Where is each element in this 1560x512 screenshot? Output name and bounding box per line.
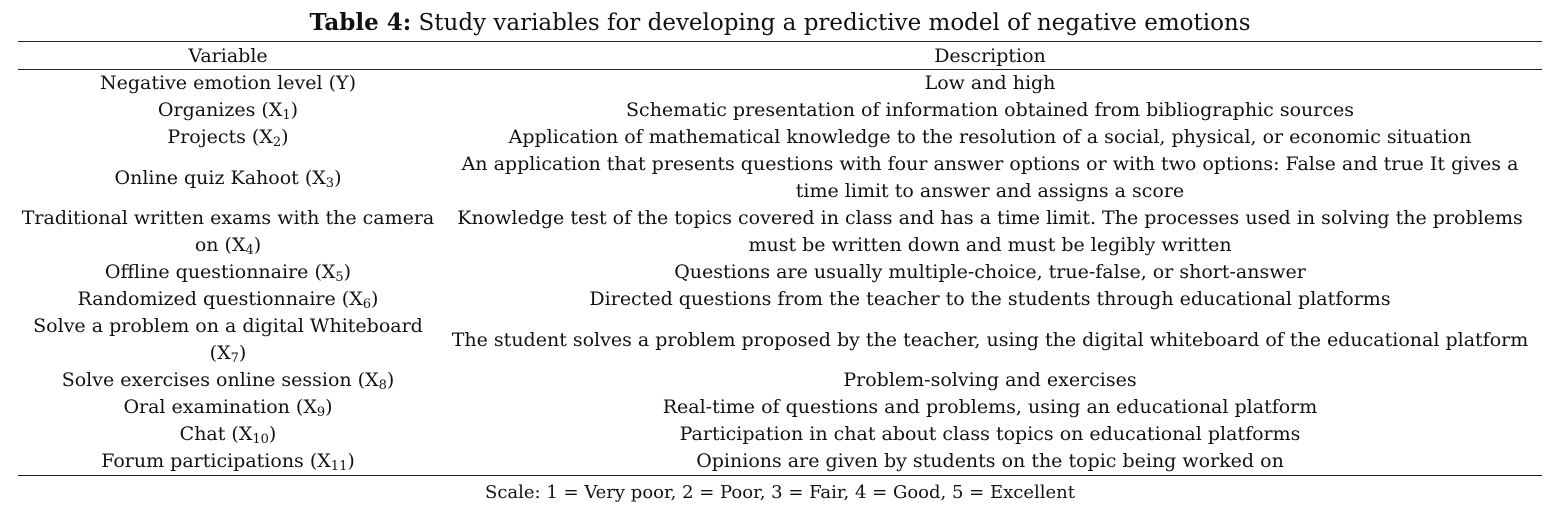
variable-name: Offline questionnaire (X xyxy=(104,261,336,283)
variable-cell xyxy=(18,124,438,151)
variable-subscript: 1 xyxy=(282,108,291,123)
variable-suffix: ) xyxy=(343,261,352,283)
variable-suffix: ) xyxy=(334,166,342,189)
description-cell: Problem-solving and exercises xyxy=(843,369,1137,391)
variable-cell xyxy=(18,151,438,205)
variable-subscript: 7 xyxy=(230,351,239,366)
variable-cell xyxy=(18,205,438,259)
description-cell: Application of mathematical knowledge to the resolution of a social, physical, or economic situation xyxy=(508,126,1472,148)
variable-name: Organizes (X xyxy=(157,99,283,121)
variable-subscript: 8 xyxy=(378,378,387,393)
variable-subscript: 3 xyxy=(325,175,335,191)
variable-suffix: ) xyxy=(238,342,247,364)
variable-name: Traditional written exams with the camera on (X xyxy=(21,207,435,256)
variable-cell xyxy=(18,259,438,286)
table-row xyxy=(18,124,1542,151)
column-header-description: Description xyxy=(438,42,1542,70)
description-cell: Opinions are given by students on the topic being worked on xyxy=(438,448,1542,476)
table-row xyxy=(18,151,1542,205)
table-caption-label: Table 4: xyxy=(309,9,412,36)
variable-name: Projects (X xyxy=(167,126,273,148)
description-cell: Low and high xyxy=(924,72,1056,94)
variable-suffix: ) xyxy=(268,423,277,445)
variable-name: Forum participations (X xyxy=(101,450,331,472)
variable-subscript: 6 xyxy=(362,297,372,312)
variable-name: Solve a problem on a digital Whiteboard (X xyxy=(33,315,423,364)
variable-cell xyxy=(18,313,438,367)
table-header-row xyxy=(18,42,1542,70)
table-row xyxy=(18,205,1542,259)
variable-name: Negative emotion level (Y) xyxy=(100,72,356,94)
table-row xyxy=(18,394,1542,421)
column-header-variable: Variable xyxy=(18,42,438,70)
variable-name: Oral examination (X xyxy=(123,396,317,418)
variable-suffix: ) xyxy=(371,288,379,310)
variable-suffix: ) xyxy=(290,99,299,121)
variable-subscript: 9 xyxy=(316,405,326,420)
variable-cell xyxy=(18,367,438,394)
table-row xyxy=(18,313,1542,367)
variable-name: Solve exercises online session (X xyxy=(61,369,379,391)
description-cell: Questions are usually multiple-choice, true-false, or short-answer xyxy=(674,261,1306,283)
variable-cell xyxy=(18,97,438,124)
variable-suffix: ) xyxy=(325,396,333,418)
variable-subscript: 2 xyxy=(272,135,282,150)
description-cell: Real-time of questions and problems, using an educational platform xyxy=(662,396,1318,418)
variable-subscript: 10 xyxy=(252,432,269,447)
description-cell: Knowledge test of the topics covered in class and has a time limit. The processes used in solving the problems must be written down and must be legibly written xyxy=(457,207,1523,256)
variable-cell xyxy=(18,70,438,98)
variable-subscript: 4 xyxy=(245,243,254,258)
variable-suffix: ) xyxy=(253,234,262,256)
table-caption xyxy=(0,8,1560,38)
description-cell: Schematic presentation of information obtained from bibliographic sources xyxy=(626,99,1354,121)
description-cell: Participation in chat about class topics on educational platforms xyxy=(679,423,1301,445)
description-cell: An application that presents questions with four answer options or with two options: False and true It gives a time limit to answer and assigns a score xyxy=(461,153,1519,202)
variable-name: Chat (X xyxy=(179,423,253,445)
variable-suffix: ) xyxy=(281,126,289,148)
table-row xyxy=(18,367,1542,394)
table-row xyxy=(18,97,1542,124)
variable-suffix: ) xyxy=(347,450,355,472)
table-row xyxy=(18,421,1542,448)
table-row xyxy=(18,448,1542,476)
variable-cell xyxy=(18,421,438,448)
variable-name: Online quiz Kahoot (X xyxy=(114,166,326,189)
table-row xyxy=(18,259,1542,286)
description-cell: Directed questions from the teacher to the students through educational platforms xyxy=(589,288,1391,310)
variable-subscript: 5 xyxy=(335,270,344,285)
variable-subscript: 11 xyxy=(330,459,348,474)
table-row xyxy=(18,70,1542,98)
table-row xyxy=(18,286,1542,313)
variable-name: Randomized questionnaire (X xyxy=(77,288,363,310)
table-caption-text: Study variables for developing a predictive model of negative emotions xyxy=(411,10,1251,36)
variable-cell xyxy=(18,394,438,421)
variables-table xyxy=(18,41,1542,476)
variable-cell xyxy=(18,448,438,476)
variable-cell xyxy=(18,286,438,313)
variable-suffix: ) xyxy=(386,369,395,391)
description-cell: The student solves a problem proposed by the teacher, using the digital whiteboard of the educational platform xyxy=(451,328,1529,351)
table-footnote: Scale: 1 = Very poor, 2 = Poor, 3 = Fair, 4 = Good, 5 = Excellent xyxy=(485,482,1075,503)
